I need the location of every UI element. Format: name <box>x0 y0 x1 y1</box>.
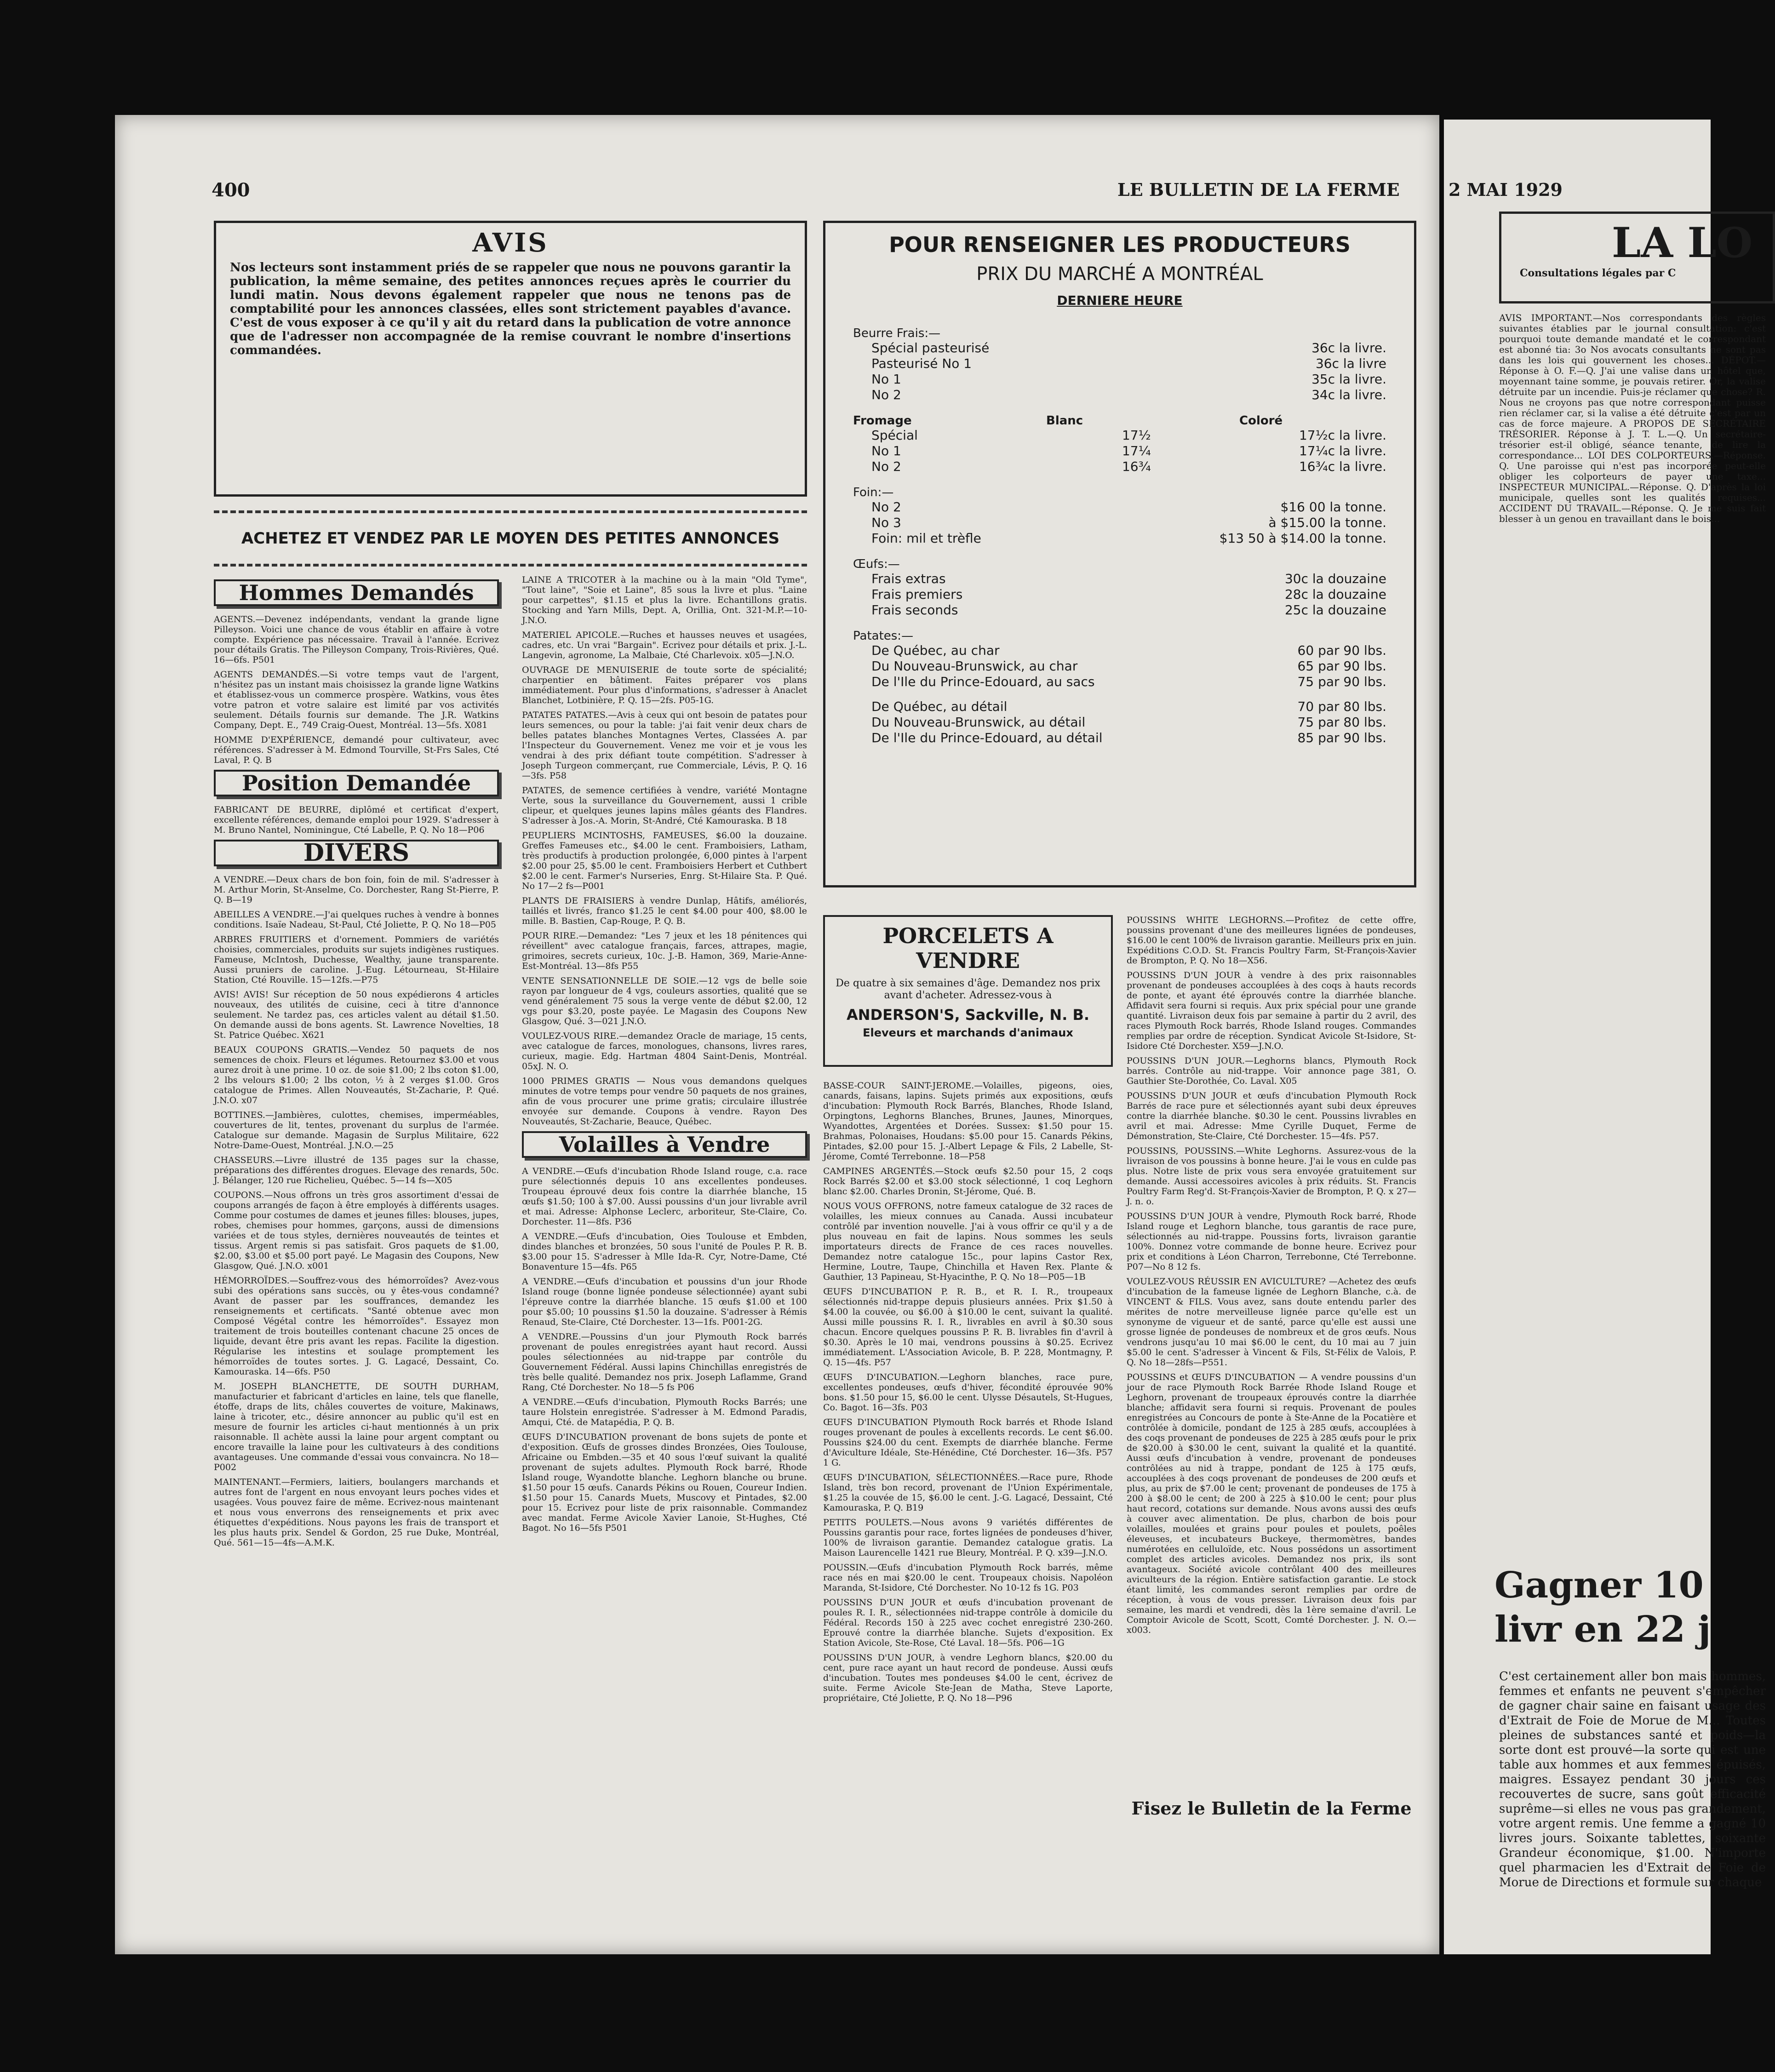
position-demandee-heading: Position Demandée <box>214 770 499 796</box>
next-page-ad-text: C'est certainement aller bon mais hommes, femmes et enfants ne peuvent s'empêcher de gagner chair saine en faisant usage des d'Extrait de Foie de Morue de M... Toutes pleines de substances santé et poids—la sorte dont est prouvé—la sorte qui est une table aux hommes et aux femmes épuisés, maigres. Essayez pendant 30 jours ces recouvertes de sucre, sans goût efficacité suprême—si elles ne vous pas grandement, votre argent remis. Une femme a gagné 10 livres jours. Soixante tablettes, soixante Grandeur économique, $1.00. N'importe quel pharmacien les d'Extrait de Foie de Morue de Directions et formule sur chaque <box>1499 1670 1766 1889</box>
page-number: 400 <box>212 179 250 201</box>
ad-item: A VENDRE.—Poussins d'un jour Plymouth Rock barrés provenant de poules enregistrées ayant haut record. Aussi poules sélectionnées au nid-trappe par contrôle du Gouvernement Fédéral. Aussi lapins Chinchillas enregistrés de très belle qualité. Demandez nos prix. Joseph Laflamme, Grand Rang, Cté Dorchester. No 18—5 fs P06 <box>522 1332 807 1392</box>
patates-label: Patates:— <box>853 629 914 643</box>
ad-item: ŒUFS D'INCUBATION Plymouth Rock barrés et Rhode Island rouges provenant de poules à excellents records. Le cent $6.00. Poussins $24.00 du cent. Exempts de diarrhée blanche. Ferme d'Aviculture Idéale, Ste-Hénédine, Cté Dorchester. 16—3fs. P57 1 G. <box>823 1417 1113 1468</box>
ad-item: POUSSIN.—Œufs d'incubation Plymouth Rock barrés, même race nés en mai $20.00 le cent. Troupeaux choisis. Napoléon Maranda, St-Isidore, Cté Dorchester. No 10-12 fs 1G. P03 <box>823 1563 1113 1593</box>
porcelets-box <box>823 915 1113 1067</box>
ad-item: A VENDRE.—Deux chars de bon foin, foin de mil. S'adresser à M. Arthur Morin, St-Anselme, Co. Dorchester, Rang St-Pierre, P. Q. B—19 <box>214 875 499 905</box>
next-page-subtitle: Consultations légales par C <box>1520 267 1676 279</box>
ad-item: POUSSINS, POUSSINS.—White Leghorns. Assurez-vous de la livraison de vos poussins à bonne heure. J'ai le vous en culde pas plus. Notre liste de prix vous sera envoyée gratuitement sur demande. Aussi accessoires avicoles à prix réduits. St. Francis Poultry Farm Reg'd. St-François-Xavier de Brompton, P. Q. x 27—J. n. o. <box>1127 1146 1416 1207</box>
banner-text: ACHETEZ ET VENDEZ PAR LE MOYEN DES PETITES ANNONCES <box>241 529 780 548</box>
ad-item: MAINTENANT.—Fermiers, laitiers, boulangers marchands et autres font de l'argent en nous envoyant leurs poches vides et usagées. Vous pouvez faire de même. Ecrivez-nous maintenant et nous vous enverrons des renseignements et prix avec étiquettes d'expéditions. Nous payons les frais de transport et les plus hauts prix. Sendel & Gordon, 25 rue Duke, Montréal, Qué. 561—15—4fs—A.M.K. <box>214 1477 499 1548</box>
ad-item: ŒUFS D'INCUBATION, SÉLECTIONNÉES.—Race pure, Rhode Island, très bon record, provenant de l'Union Expérimentale, $1.25 la couvée de 15, $6.00 le cent. J.-G. Lagacé, Dessaint, Cté Kamouraska, P. Q. B19 <box>823 1472 1113 1513</box>
price-value: 34c la livre. <box>1311 387 1386 402</box>
price-value: 70 par 80 lbs. <box>1297 699 1386 714</box>
ad-item: M. JOSEPH BLANCHETTE, DE SOUTH DURHAM, manufacturier et fabricant d'articles en laine, tels que flanelle, étoffe, draps de lits, châles couvertes de voiture, Makinaws, laine à tricoter, etc., désire annoncer au public qu'il est en mesure de fournir les articles ci-haut mentionnés à un prix raisonnable. Il achète aussi la laine pour argent comptant ou encore travaille la laine pour les cultivateurs à des conditions avantageuses. Une commande d'essai vous convaincra. No 18—P002 <box>214 1381 499 1472</box>
avis-body: Nos lecteurs sont instamment priés de se rappeler que nous ne pouvons garantir la publication, la même semaine, des petites annonces reçues après le courrier du lundi matin. Nous devons également rappeler que nous ne tenons pas de comptabilité pour les annonces classées, elles sont strictement payables d'avance. C'est de vous exposer à ce qu'il y ait du retard dans la publication de votre annonce que de l'adresser non accompagnée de la remise couvrant le nombre d'insertions commandées. <box>230 261 791 357</box>
price-row <box>871 515 1386 531</box>
price-label: Du Nouveau-Brunswick, au char <box>871 658 1078 674</box>
ad-item: FABRICANT DE BEURRE, diplômé et certificat d'expert, excellente références, demande emploi pour 1929. S'adresser à M. Bruno Nantel, Nominingue, Cté Labelle, P. Q. No 18—P06 <box>214 805 499 835</box>
beurre-label: Beurre Frais:— <box>853 326 941 340</box>
beurre-section <box>853 326 1386 403</box>
ad-item: POUSSINS WHITE LEGHORNS.—Profitez de cette offre, poussins provenant d'une des meilleures lignées de pondeuses, $16.00 le cent 100% de livraison garantie. Meilleurs prix en juin. Expéditions C.O.D. St. Francis Poultry Farm, St-François-Xavier de Brompton, P. Q. No 18—X56. <box>1127 915 1416 966</box>
ad-item: PEUPLIERS MCINTOSHS, FAMEUSES, $6.00 la douzaine. Greffes Fameuses etc., $4.00 le cent. Framboisiers, Latham, très productifs à production prolongée, 6,000 pintes à l'arpent $2.00 pour 25, $5.00 le cent. Framboisiers Herbert et Cuthbert $2.00 le cent. Farmer's Nurseries, Enrg. St-Hilaire Sta. P. Qué. No 17—2 fs—P001 <box>522 830 807 891</box>
ad-item: POUSSINS D'UN JOUR à vendre, Plymouth Rock barré, Rhode Island rouge et Leghorn blanche, tous garantis de race pure, sélectionnés au nid-trappe. Poussins forts, livraison garantie 100%. Donnez votre commande de bonne heure. Ecrivez pour prix et conditions à Léon Charron, Terrebonne, Cté Terrebonne. P07—No 8 12 fs. <box>1127 1211 1416 1272</box>
ad-item: CAMPINES ARGENTÉS.—Stock œufs $2.50 pour 15, 2 coqs Rock Barrés $2.00 et $3.00 stock sélectionné, 1 coq Leghorn blanc $2.00. Charles Dronin, St-Jérome, Qué. B. <box>823 1166 1113 1196</box>
next-page-date: 2 MAI 1929 <box>1449 179 1563 200</box>
next-page-title: LA LO <box>1612 218 1753 267</box>
price-row <box>871 387 1386 403</box>
ad-item: AGENTS DEMANDÉS.—Si votre temps vaut de l'argent, n'hésitez pas un instant mais choisissez la grande ligne Watkins et établissez-vous un commerce prospère. Watkins, vous êtes votre patron et votre salaire est limité par vos activités seulement. Détails fournis sur demande. The J.R. Watkins Company, Dept. E., 749 Craig-Ouest, Montréal. 13—5fs. X081 <box>214 670 499 730</box>
column-3 <box>823 1081 1113 1708</box>
ad-item: VOULEZ-VOUS RÉUSSIR EN AVICULTURE? —Achetez des œufs d'incubation de la fameuse lignée de Leghorn Blanche, c.à. de VINCENT & FILS. Vous avez, sans doute entendu parler des mérites de notre merveilleuse lignée parce qu'elle est un synonyme de vigueur et de santé, parce qu'elle est aussi une grosse lignée de pondeuses de nombreux et de gros œufs. Nous vendrons jusqu'au 10 mai $6.00 le cent, du 10 mai au 7 juin $5.00 le cent. S'adresser à Vincent & Fils, St-Félix de Valois, P. Q. No 18—28fs—P551. <box>1127 1276 1416 1368</box>
price-row <box>871 658 1386 674</box>
price-blanc: 17½ <box>1122 428 1151 443</box>
ad-item: VOULEZ-VOUS RIRE.—demandez Oracle de mariage, 15 cents, avec catalogue de farces, monologues, chansons, livres rares, curieux, magie. Edg. Hartman 4804 Saint-Denis, Montréal. 05xJ. N. O. <box>522 1031 807 1071</box>
ad-item: POUSSINS D'UN JOUR à vendre à des prix raisonnables provenant de pondeuses accouplées à des coqs à hauts records de ponte, et ayant été éprouvés contre la diarrhée blanche. Affidavit sera fourni si requis. Aux prix spécial pour une grande quantité. Livraison deux fois par semaine à partir du 2 avril, des races Plymouth Rock barrés, Rhode Island rouges. Commandes remplies par ordre de réception. Syndicat Avicole St-Isidore, St-Isidore Cté Dorchester. X59—J.N.O. <box>1127 970 1416 1051</box>
price-label: Frais extras <box>871 571 946 586</box>
ad-item: POUSSINS D'UN JOUR et œufs d'incubation provenant de poules R. I. R., sélectionnées nid-trappe contrôle à domicile du Fédéral. Records 150 à 225 avec cochet enregistré 230-260. Eprouvé contre la diarrhée blanche. Sujets d'exposition. Ex Station Avicole, Ste-Rose, Cté Laval. 18—5fs. P06—1G <box>823 1597 1113 1648</box>
price-label: Frais seconds <box>871 602 958 618</box>
price-label: No 2 <box>871 387 901 402</box>
ad-item: BOTTINES.—Jambières, culottes, chemises, imperméables, couvertures de lit, tentes, provenant du surplus de l'armée. Catalogue sur demande. Magasin de Surplus Militaire, 622 Notre-Dame-Ouest, Montréal. J.N.O.—25 <box>214 1110 499 1150</box>
price-row <box>871 602 1386 618</box>
porcelets-body: De quatre à six semaines d'âge. Demandez nos prix avant d'acheter. Adressez-vous à <box>836 978 1100 1001</box>
price-row <box>871 356 1386 372</box>
price-blanc: 17¼ <box>1122 443 1151 458</box>
price-row <box>871 372 1386 387</box>
market-prices-box <box>823 221 1416 887</box>
price-row <box>871 459 1386 475</box>
price-value: 17½c la livre. <box>1299 428 1386 443</box>
fromage-section <box>853 414 1386 475</box>
ad-item: NOUS VOUS OFFRONS, notre fameux catalogue de 32 races de volailles, les mieux connues au Canada. Aussi incubateur contrôlé par invention nouvelle. J'ai à vous offrir ce qu'il y a de plus nouveau en fait de lapins. Nous sommes les seuls importateurs directs de France de ces races nouvelles. Demandez notre catalogue 15c., pour lapins Castor Rex, Hermine, Loutre, Taupe, Chinchilla et Haven Rex. Plante & Gauthier, 13 Papineau, St-Hyacinthe, P. Q. No 18—P05—1B <box>823 1201 1113 1282</box>
price-label: No 1 <box>871 372 901 387</box>
ad-item: A VENDRE.—Œufs d'incubation Rhode Island rouge, c.a. race pure sélectionnés depuis 10 ans excellentes pondeuses. Troupeau éprouvé deux fois contre la diarrhée blanche, 15 œufs $1.50; 100 à $7.00. Aussi poussins d'un jour livrable avril et mai. Adresse: Alphonse Leclerc, arboriteur, Ste-Claire, Co. Dorchester. 11—8fs. P36 <box>522 1166 807 1227</box>
ad-item: VENTE SENSATIONNELLE DE SOIE.—12 vgs de belle soie rayon par longueur de 4 vgs, couleurs assorties, qualité que se vend généralement 75 sous la verge vente de début $2.00, 12 vgs pour $3.20, poste payée. Le Magasin des Coupons New Glasgow, Qué. 3—021 J.N.O. <box>522 976 807 1026</box>
price-value: 75 par 90 lbs. <box>1297 674 1386 689</box>
volailles-heading: Volailles à Vendre <box>522 1131 807 1158</box>
paper-title: LE BULLETIN DE LA FERME <box>1117 179 1400 200</box>
oeufs-section <box>853 557 1386 618</box>
ad-item: ABEILLES A VENDRE.—J'ai quelques ruches à vendre à bonnes conditions. Isaïe Nadeau, St-Paul, Cté Joliette, P. Q. No 18—P05 <box>214 910 499 930</box>
ad-item: ARBRES FRUITIERS et d'ornement. Pommiers de variétés choisies, commerciales, produits sur sujets indigènes rustiques. Fameuse, McIntosh, Duchesse, Wealthy, jaune transparente. Aussi pruniers de caroline. J.-Eug. Létourneau, St-Hilaire Station, Cté Rouville. 15—12fs.—P75 <box>214 934 499 985</box>
fisez-footer: Fisez le Bulletin de la Ferme <box>1131 1798 1412 1819</box>
market-subtitle: PRIX DU MARCHÉ A MONTRÉAL <box>976 263 1263 285</box>
fromage-colore-label: Coloré <box>1239 414 1283 428</box>
ad-item: ŒUFS D'INCUBATION.—Leghorn blanches, race pure, excellentes pondeuses, œufs d'hiver, fécondité éprouvée 90% bons. $1.50 pour 15, $6.00 le cent. Ulysse Désautels, St-Hugues, Co. Bagot. 16—3fs. P03 <box>823 1372 1113 1413</box>
foin-label: Foin:— <box>853 486 894 499</box>
price-label: Foin: mil et trèfle <box>871 531 981 546</box>
newspaper-page <box>115 115 1439 1954</box>
price-value: $16 00 la tonne. <box>1280 499 1386 515</box>
ad-item: PATATES PATATES.—Avis à ceux qui ont besoin de patates pour leurs semences, ou pour la table: j'ai fait venir deux chars de belles patates blanches Montagnes Vertes, Classées A. par l'Inspecteur du Gouvernement. Venez me voir et je vous les vendrai à des prix défiant toute compétition. S'adresser à Joseph Turgeon commerçant, rue Commerciale, Lévis, P. Q. 16—3fs. P58 <box>522 710 807 781</box>
price-label: Spécial <box>871 428 918 443</box>
ad-item: ŒUFS D'INCUBATION P. R. B., et R. I. R., troupeaux sélectionnés nid-trappe depuis plusieurs années. Prix $1.50 à $4.00 la couvée, ou $6.00 à $10.00 le cent, suivant la qualité. Aussi mille poussins R. I. R., livrables en avril à $0.30 sous chacun. Encore quelques poussins P. R. B. livrables fin d'avril à $0.30. Après le 10 mai, vendrons poussins à $0.25. Ecrivez immédiatement. L'Association Avicole, B. P. 228, Montmagny, P. Q. 15—4fs. P57 <box>823 1287 1113 1368</box>
ad-item: AGENTS.—Devenez indépendants, vendant la grande ligne Pilleyson. Voici une chance de vous établir en affaire à votre compte. Expérience pas nécessaire. Travail à l'année. Ecrivez pour détails Gratis. The Pilleyson Company, Trois-Rivières, Qué. 16—6fs. P501 <box>214 614 499 665</box>
price-value: 36c la livre <box>1315 356 1386 371</box>
ad-item: 1000 PRIMES GRATIS — Nous vous demandons quelques minutes de votre temps pour vendre 50 paquets de nos graines, afin de vous procurer une prime gratis; circulaire illustrée envoyée sur demande. Coupons à vendre. Rayon Des Nouveautés, St-Zacharie, Beauce, Québec. <box>522 1076 807 1127</box>
classified-banner <box>214 510 807 567</box>
price-value: 35c la livre. <box>1311 372 1386 387</box>
column-2 <box>522 575 807 1538</box>
price-row <box>871 428 1386 443</box>
price-value: 17¼c la livre. <box>1299 443 1386 458</box>
price-value: 16¾c la livre. <box>1299 459 1386 474</box>
price-row <box>871 443 1386 459</box>
price-row <box>871 730 1386 746</box>
divers-heading: DIVERS <box>214 840 499 866</box>
ad-item: PATATES, de semence certifiées à vendre, variété Montagne Verte, sous la surveillance du Gouvernement, aussi 1 crible clipeur, et quelques jeunes lapins mâles géants des Flandres. S'adresser à Jos.-A. Morin, St-André, Cté Kamouraska. B 18 <box>522 785 807 826</box>
price-row <box>871 531 1386 546</box>
price-blanc: 16¾ <box>1122 459 1151 474</box>
price-value: 65 par 90 lbs. <box>1297 658 1386 674</box>
price-value: 25c la douzaine <box>1284 602 1386 618</box>
price-row <box>871 715 1386 730</box>
price-label: No 3 <box>871 515 901 530</box>
ad-item: POUSSINS D'UN JOUR.—Leghorns blancs, Plymouth Rock barrés. Contrôle au nid-trappe. Voir annonce page 381, O. Gauthier Ste-Dorothée, Co. Laval. X05 <box>1127 1056 1416 1086</box>
ad-item: OUVRAGE DE MENUISERIE de toute sorte de spécialité; charpentier en bâtiment. Faites préparer vos plans immédiatement. Pour plus d'informations, s'adresser à Anaclet Blanchet, Lotbinière, P. Q. 15—2fs. P05-1G. <box>522 665 807 705</box>
price-label: De l'Ile du Prince-Edouard, au sacs <box>871 674 1095 689</box>
porcelets-title: PORCELETS A VENDRE <box>882 923 1054 973</box>
price-label: Du Nouveau-Brunswick, au détail <box>871 715 1086 730</box>
price-value: 28c la douzaine <box>1284 587 1386 602</box>
price-label: De Québec, au détail <box>871 699 1008 714</box>
ad-item: A VENDRE.—Œufs d'incubation, Plymouth Rocks Barrés; une taure Holstein enregistrée. S'adresser à M. Edmond Paradis, Amqui, Cté. de Matapédia, P. Q. B. <box>522 1397 807 1427</box>
fromage-blanc-label: Blanc <box>1046 414 1083 428</box>
price-value: $13 50 à $14.00 la tonne. <box>1219 531 1386 546</box>
ad-item: A VENDRE.—Œufs d'incubation, Oies Toulouse et Embden, dindes blanches et bronzées, 50 sous l'unité de Poules P. R. B. $3.00 pour 15. S'adresser à Mlle Ida-R. Cyr, Notre-Dame, Cté Bonaventure 15—4fs. P65 <box>522 1231 807 1272</box>
price-value: 30c la douzaine <box>1284 571 1386 586</box>
price-row <box>871 699 1386 715</box>
price-label: Spécial pasteurisé <box>871 340 990 355</box>
ad-item: AVIS! AVIS! Sur réception de 50 nous expédierons 4 articles nouveaux, des utilités de cuisine, ceci à titre d'annonce seulement. Ne tardez pas, ces articles valent au détail $1.50. On demande aussi de bons agents. St. Lawrence Novelties, 18 St. Patrice Québec. X621 <box>214 990 499 1040</box>
price-row <box>871 587 1386 602</box>
ad-item: BASSE-COUR SAINT-JEROME.—Volailles, pigeons, oies, canards, faisans, lapins. Sujets primés aux expositions, œufs d'incubation: Plymouth Rock Barrés, Blanches, Rhode Island, Orpingtons, Leghorns Blanches, Brunes, Jaunes, Minorques, Wyandottes, Argentées et Dorées. Sussex: $1.50 pour 15. Brahmas, Polonaises, Houdans: $5.00 pour 15. Canards Pékins, Pintades, $2.00 pour 15. J.-Albert Lepage & Fils, 2 Labelle, St-Jérome, Comté Terrebonne. 18—P58 <box>823 1081 1113 1162</box>
price-label: Frais premiers <box>871 587 963 602</box>
price-row <box>871 643 1386 658</box>
ad-item: BEAUX COUPONS GRATIS.—Vendez 50 paquets de nos semences de choix. Fleurs et légumes. Retournez $3.00 et vous aurez droit à une prime. 10 oz. de soie $1.00; 2 lbs coton $1.00, 2 lbs velours $1.00; 2 lbs coton, ½ à 2 verges $1.00. Gros catalogue de Primes. Allen Nouveautés, St-Zacharie, P. Qué. J.N.O. x07 <box>214 1045 499 1105</box>
ad-item: A VENDRE.—Œufs d'incubation et poussins d'un jour Rhode Island rouge (bonne lignée pondeuse sélectionnée) ayant subi l'épreuve contre la diarrhée blanche. 15 œufs $1.00 et 100 pour $5.00; 10 poussins $1.50 la douzaine. S'adresser à Rémis Renaud, Ste-Claire, Cté Dorchester. 13—1fs. P001-2G. <box>522 1276 807 1327</box>
ad-item: MATERIEL APICOLE.—Ruches et hausses neuves et usagées, cadres, etc. Un vrai "Bargain". Ecrivez pour détails et prix. J.-L. Langevin, agronome, La Malbaie, Cté Charlevoix. x05—J.N.O. <box>522 630 807 660</box>
price-label: De Québec, au char <box>871 643 1000 658</box>
price-row <box>871 499 1386 515</box>
price-label: No 2 <box>871 459 901 474</box>
porcelets-company: ANDERSON'S, Sackville, N. B. <box>846 1006 1090 1024</box>
price-label: De l'Ile du Prince-Edouard, au détail <box>871 730 1103 745</box>
market-title: POUR RENSEIGNER LES PRODUCTEURS <box>889 232 1351 257</box>
price-label: No 2 <box>871 499 901 515</box>
next-page-ad-title: Gagner 10 livr en 22 j <box>1494 1564 1711 1650</box>
price-value: 60 par 90 lbs. <box>1297 643 1386 658</box>
market-heure: DERNIERE HEURE <box>1057 293 1183 308</box>
ad-item: POUSSINS D'UN JOUR, à vendre Leghorn blancs, $20.00 du cent, pure race ayant un haut record de pondeuse. Aussi œufs d'incubation. Toutes mes pondeuses $4.00 le cent, écrivez de suite. Ferme Avicole Ste-Jean de Matha, Steve Laporte, propriétaire, Cté Joliette, P. Q. No 18—P96 <box>823 1653 1113 1703</box>
ad-item: POUR RIRE.—Demandez: "Les 7 jeux et les 18 pénitences qui réveillent" avec catalogue français, farces, attrapes, magie, grimoires, secrets curieux, 10c. J.-B. Hamon, 369, Marie-Anne-Est-Montréal. 13—8fs P55 <box>522 931 807 971</box>
porcelets-sub: Eleveurs et marchands d'animaux <box>863 1026 1073 1039</box>
patates-section <box>853 629 1386 746</box>
ad-item: POUSSINS et ŒUFS D'INCUBATION — A vendre poussins d'un jour de race Plymouth Rock Barrée Rhode Island Rouge et Leghorn, provenant de troupeaux éprouvés contre la diarrhée blanche; affidavit sera fourni si requis. Provenant de poules enregistrées au Concours de ponte à Ste-Anne de la Pocatière et contrôlée à domicile, pondant de 125 à 285 œufs, accouplées à des coqs provenant de pondeuses de 225 à 285 œufs pour le prix de $20.00 à $30.00 le cent, suivant la qualité et la quantité. Aussi œufs d'incubation à vendre, provenant de pondeuses contrôlées au nid à trappe, pondant de 125 à 175 œufs, accouplées à des coqs provenant de pondeuses de 200 œufs et plus, au prix de $7.00 le cent; provenant de pondeuses de 175 à 200 à $8.00 le cent; de 200 à 225 à $10.00 le cent; pour plus haut record, cotations sur demande. Nous avons aussi des œufs à couver avec alimentation. De plus, charbon de bois pour volailles, moulées et grains pour poules et poulets, poêles éleveuses, et incubateurs Buckeye, thermomètres, bandes numérotées en celluloïde, etc. Nous possédons un assortiment complet des articles avicoles. Demandez nos prix, ils sont avantageux. Société avicole contrôlant 400 des meilleures aviculteurs de la région. Entière satisfaction garantie. Le stock étant limité, les commandes seront remplies par ordre de réception, à vous de vous presser. Livraison deux fois par semaine, les mardi et vendredi, dès la 1ère semaine d'avril. Le Comptoir Avicole de Scott, Scott, Comté Dorchester. J. N. O.—x003. <box>1127 1372 1416 1635</box>
price-label: No 1 <box>871 443 901 458</box>
ad-item: HOMME D'EXPÉRIENCE, demandé pour cultivateur, avec références. S'adresser à M. Edmond Tourville, St-Frs Sales, Cté Laval, P. Q. B <box>214 735 499 765</box>
foin-section <box>853 486 1386 546</box>
price-label: Pasteurisé No 1 <box>871 356 972 371</box>
next-page-partial <box>1444 120 1766 1954</box>
price-value: 36c la livre. <box>1311 340 1386 355</box>
ad-item: HÉMORROÏDES.—Souffrez-vous des hémorroïdes? Avez-vous subi des opérations sans succès, ou y êtes-vous condamné? Avant de passer par les souffrances, demandez les renseignements et certificats. "Santé obtenue avec mon Composé Végétal contre les hémorroïdes". Essayez mon traitement de trois bouteilles contenant chacune 25 onces de liquide, devant être pris avant les repas. Facilite la digestion. Régularise les intestins et soulage promptement les hémorroïdes de toutes sortes. J. G. Lagacé, Dessaint, Co. Kamouraska. 14—6fs. P50 <box>214 1276 499 1377</box>
ad-item: PETITS POULETS.—Nous avons 9 variétés différentes de Poussins garantis pour race, fortes lignées de pondeuses d'hiver, 100% de livraison garantie. Demandez catalogue gratis. La Maison Laurencelle 1421 rue Bleury, Montréal. P. Q. x39—J.N.O. <box>823 1517 1113 1558</box>
ad-item: POUSSINS D'UN JOUR et œufs d'incubation Plymouth Rock Barrés de race pure et sélectionnés ayant subi deux épreuves contre la diarrhée blanche. $0.30 le cent. Poussins livrables en avril et mai. Adresse: Mme Cyrille Duquet, Ferme de Démonstration, Ste-Claire, Cté Dorchester. 15—4fs. P57. <box>1127 1091 1416 1141</box>
ad-item: CHASSEURS.—Livre illustré de 135 pages sur la chasse, préparations des différentes drogues. Elevage des renards, 50c. J. Bélanger, 120 rue Richelieu, Québec. 5—14 fs—X05 <box>214 1155 499 1185</box>
price-value: 75 par 80 lbs. <box>1297 715 1386 730</box>
hommes-demandes-heading: Hommes Demandés <box>214 579 499 606</box>
column-4 <box>1127 915 1416 1640</box>
avis-box <box>214 221 807 497</box>
fromage-label: Fromage <box>853 414 912 428</box>
price-value: 85 par 90 lbs. <box>1297 730 1386 745</box>
ad-item: ŒUFS D'INCUBATION provenant de bons sujets de ponte et d'exposition. Œufs de grosses dindes Bronzées, Oies Toulouse, Africaine ou Embden.—35 et 40 sous l'œuf suivant la qualité provenant de sujets adultes. Plymouth Rock barré, Rhode Island rouge, Wyandotte blanche. Leghorn blanche ou brune. $1.50 pour 15 œufs. Canards Pékins ou Rouen, Coureur Indien. $1.50 pour 15. Canards Muets, Muscovy et Pintades, $2.00 pour 15. Ecrivez pour liste de prix raisonnable. Commandez avec mandat. Ferme Avicole Xavier Lanoie, St-Hughes, Cté Bagot. No 16—5fs P501 <box>522 1432 807 1533</box>
next-page-text: AVIS IMPORTANT.—Nos correspondants des règles suivantes établies par le journal consultation: c'est pourquoi toute demande mandaté et le correspondant est abonné tia: 3o Nos avocats consultants ne sont pas dans les lois qui gouvernent les choses... DÉPOT.—Réponse à O. F.—Q. J'ai une valise dans un hôtel que, moyennant taine somme, je pouvais retirer. Or, la valise détruite par un incendie. Puis-je réclamer que chose? R. Nous ne croyons pas que notre correspondant puisse rien réclamer car, si la valise a été détruite c'est par un cas de force majeure. A PROPOS DE SECRÉTAIRE TRÉSORIER. Réponse à J. T. L.—Q. Un secrétaire-trésorier est-il obligé, séance tenante, de lire la correspondance... LOI DES COLPORTEURS.—Réponse. Q. Une paroisse qui n'est pas incorporée peut-elle obliger les colporteurs de payer une taxe... INSPECTEUR MUNICIPAL.—Réponse. Q. D'après la loi municipale, quelles sont les qualités requises... ACCIDENT DU TRAVAIL.—Réponse. Q. Je me suis fait blesser à un genou en travaillant dans le bois... <box>1499 312 1766 524</box>
avis-title: AVIS <box>472 228 549 258</box>
oeufs-label: Œufs:— <box>853 557 900 571</box>
ad-item: PLANTS DE FRAISIERS à vendre Dunlap, Hâtifs, améliorés, taillés et livrés, franco $1.25 le cent $4.00 pour 400, $8.00 le mille. B. Bastien, Cap-Rouge, P. Q. B. <box>522 896 807 926</box>
next-page-title-box <box>1499 212 1775 303</box>
price-row <box>871 571 1386 587</box>
price-row <box>871 674 1386 690</box>
price-row <box>871 340 1386 356</box>
ad-item: LAINE A TRICOTER à la machine ou à la main "Old Tyme", "Tout laine", "Soie et Laine", 85 sous la livre et plus. "Laine pour carpettes", $1.15 et plus la livre. Echantillons gratis. Stocking and Yarn Mills, Dept. A, Orillia, Ont. 321-M.P.—10-J.N.O. <box>522 575 807 625</box>
ad-item: COUPONS.—Nous offrons un très gros assortiment d'essai de coupons arrangés de façon à être employés à différents usages. Comme pour costumes de dames et jeunes filles: blouses, jupes, robes, chemises pour hommes, garçons, aussi de dimensions variées et de tous styles, dernières nouveautés de teintes et tissus. Argent remis si pas satisfait. Gros paquets de $1.00, $2.00, $3.00 et $5.00 port payé. Le Magasin des Coupons, New Glasgow, Qué. J.N.O. x001 <box>214 1190 499 1271</box>
column-1 <box>214 575 499 1552</box>
price-value: à $15.00 la tonne. <box>1268 515 1386 530</box>
